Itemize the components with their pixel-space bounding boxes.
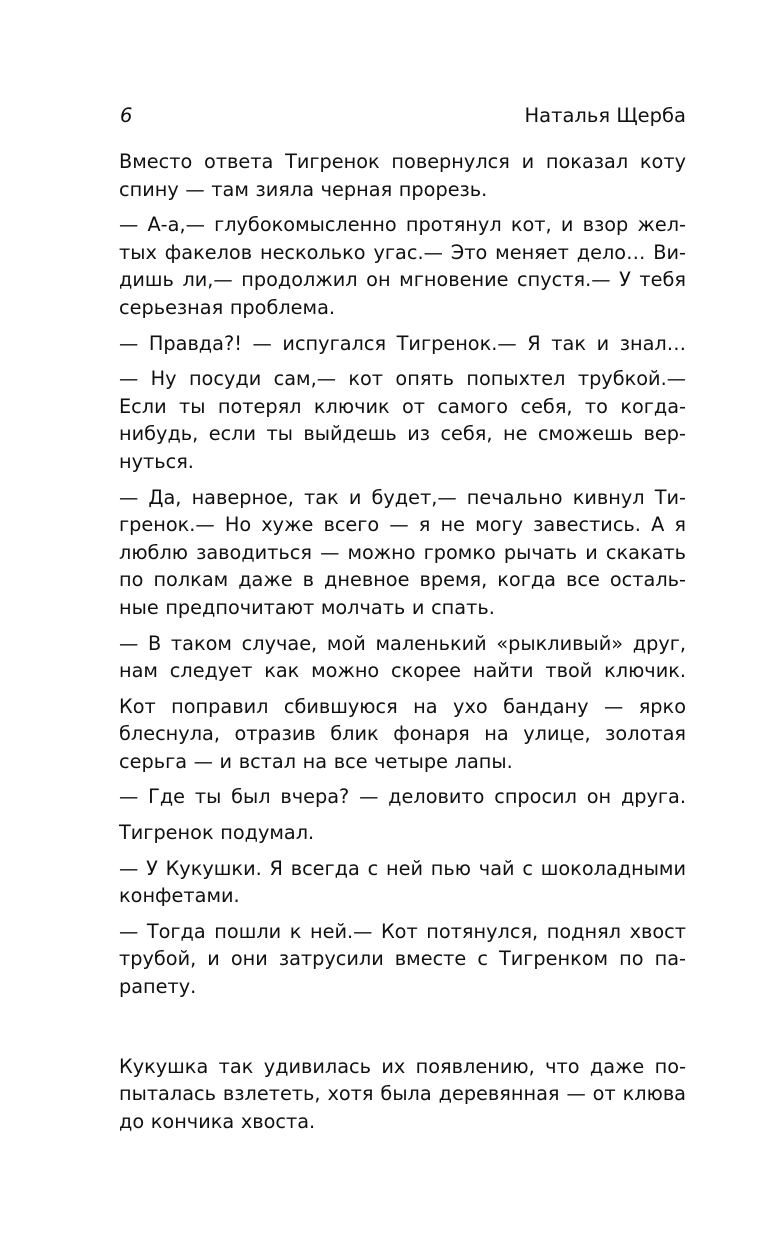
paragraph: — Ну посуди сам,— кот опять попыхтел трубкой.— Если ты потерял ключик от самого себя, то когда-нибудь, если ты выйдешь из себя, не сможешь вернуться.: [119, 367, 686, 473]
paragraph: — Где ты был вчера? — деловито спросил он друга.: [119, 785, 686, 809]
paragraph: — Тогда пошли к ней.— Кот потянулся, поднял хвост трубой, и они затрусили вместе с Тигренком по парапету.: [119, 919, 686, 999]
page-number: 6: [120, 104, 133, 127]
section-break: [119, 1009, 686, 1053]
running-title-author: Наталья Щерба: [524, 104, 686, 127]
paragraph: Вместо ответа Тигренок повернулся и показал коту спину — там зияла черная прорезь.: [119, 150, 686, 201]
paragraph: Кот поправил сбившуюся на ухо бандану — ярко блеснула, отразив блик фонаря на улице, золотая серьга — и встал на все четыре лапы.: [119, 694, 686, 773]
paragraph: — Правда?! — испугался Тигренок.— Я так и знал…: [119, 331, 686, 355]
page-header: [120, 102, 686, 130]
body-text: [119, 148, 686, 1143]
paragraph: — Да, наверное, так и будет,— печально кивнул Тигренок.— Но хуже всего — я не могу завестись. А я люблю заводиться — можно громко рычать и скакать по полкам даже в дневное время, когда все остальные предпочитают молчать и спать.: [119, 485, 686, 619]
paragraph: — У Кукушки. Я всегда с ней пью чай с шоколадными конфетами.: [119, 856, 686, 908]
paragraph: Кукушка так удивилась их появлению, что даже попыталась взлететь, хотя была деревянная — от клюва до кончика хвоста.: [119, 1054, 686, 1133]
paragraph: Тигренок подумал.: [119, 821, 315, 845]
paragraph: — А-а,— глубокомысленно протянул кот, и взор желтых факелов несколько угас.— Это меняет дело… Видишь ли,— продолжил он мгновение спустя.— У тебя серьезная проблема.: [119, 213, 686, 319]
paragraph: — В таком случае, мой маленький «рыкливый» друг, нам следует как можно скорее найти твой ключик.: [119, 631, 686, 683]
